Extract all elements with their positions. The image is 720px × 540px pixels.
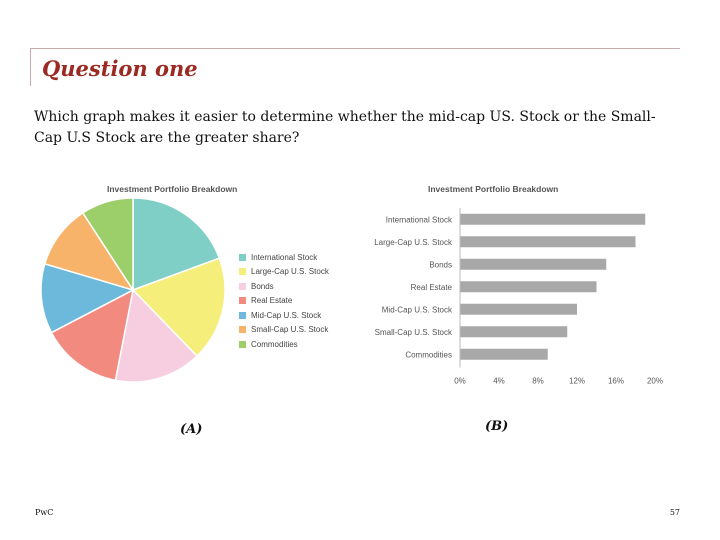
x-tick-label: 12% [568, 376, 586, 386]
category-label-bonds: Bonds [429, 260, 452, 270]
legend-label: Commodities [251, 339, 298, 349]
legend-item-large-cap-u-s-stock [239, 265, 329, 280]
category-label-real-estate: Real Estate [410, 282, 452, 292]
bar-real-estate [460, 281, 597, 292]
category-label-international-stock: International Stock [385, 215, 452, 225]
bar-commodities [460, 349, 548, 360]
legend-label: Real Estate [251, 296, 293, 306]
legend-swatch [239, 326, 246, 333]
legend-item-real-estate [239, 294, 329, 309]
footer-brand: PwC [35, 508, 54, 517]
x-tick-label: 20% [646, 376, 664, 386]
x-tick-label: 0% [454, 376, 466, 386]
label-b: (B) [485, 419, 509, 434]
category-label-large-cap-u-s-stock: Large-Cap U.S. Stock [374, 237, 452, 247]
title-rule-left [30, 48, 31, 86]
legend-swatch [239, 254, 246, 261]
title-rule [30, 48, 680, 49]
legend-label: International Stock [251, 252, 318, 262]
legend-swatch [239, 297, 246, 304]
page-number: 57 [669, 508, 680, 517]
bar-international-stock [460, 214, 645, 225]
category-label-mid-cap-u-s-stock: Mid-Cap U.S. Stock [381, 305, 452, 315]
legend-swatch [239, 268, 246, 275]
category-label-small-cap-u-s-stock: Small-Cap U.S. Stock [374, 327, 452, 337]
legend-swatch [239, 341, 246, 348]
legend-item-commodities [239, 337, 329, 352]
bar-bonds [460, 259, 606, 270]
legend-swatch [239, 312, 246, 319]
slide-title: Question one [42, 56, 198, 81]
legend-item-bonds [239, 279, 329, 294]
x-tick-label: 8% [532, 376, 544, 386]
legend-item-international-stock [239, 250, 329, 265]
legend-label: Bonds [251, 281, 274, 291]
bar-large-cap-u-s-stock [460, 236, 636, 247]
legend-item-mid-cap-u-s-stock [239, 308, 329, 323]
bar-mid-cap-u-s-stock [460, 304, 577, 315]
x-tick-label: 16% [607, 376, 625, 386]
legend-label: Large-Cap U.S. Stock [251, 267, 329, 277]
pie-chart [30, 190, 260, 390]
x-tick-label: 4% [493, 376, 505, 386]
bar-chart-title: Investment Portfolio Breakdown [428, 184, 559, 194]
legend-label: Small-Cap U.S. Stock [251, 325, 329, 335]
pie-legend [239, 250, 329, 352]
legend-swatch [239, 283, 246, 290]
bar-small-cap-u-s-stock [460, 326, 567, 337]
legend-label: Mid-Cap U.S. Stock [251, 310, 322, 320]
question-text: Which graph makes it easier to determine whether the mid-cap US. Stock or the Small-Cap U.S Stock are the greater share? [34, 109, 656, 146]
pie-chart-title: Investment Portfolio Breakdown [107, 184, 238, 194]
legend-item-small-cap-u-s-stock [239, 323, 329, 338]
bar-chart [335, 200, 705, 400]
label-a: (A) [180, 422, 203, 437]
category-label-commodities: Commodities [405, 350, 452, 360]
